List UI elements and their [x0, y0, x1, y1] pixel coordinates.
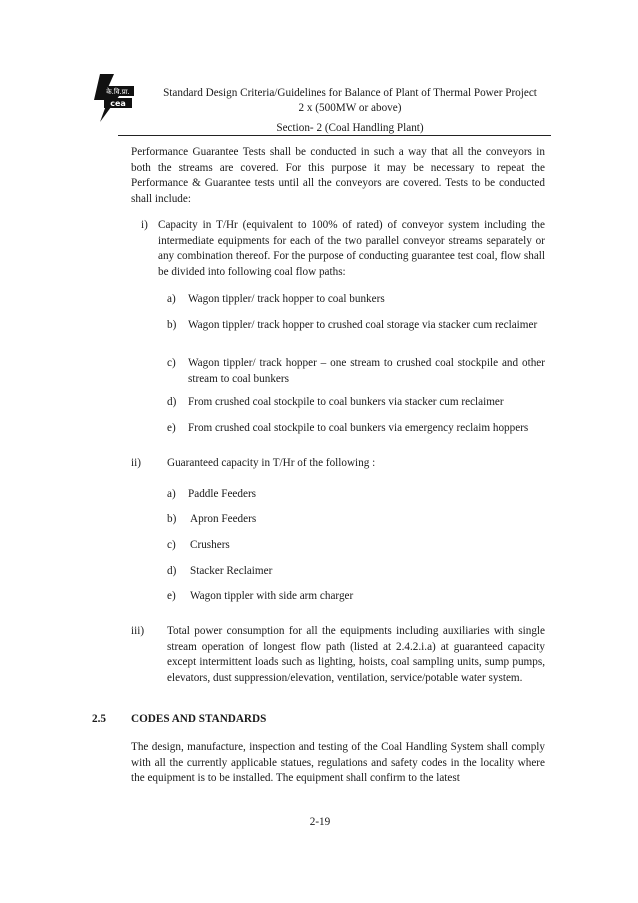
list-item-text: Wagon tippler/ track hopper – one stream to crushed coal stockpile and other stream to coal bunkers [188, 357, 545, 385]
list-item-text: Crushers [190, 539, 230, 551]
list-item-label: e) [167, 422, 176, 434]
item-ii-number: ii) [131, 457, 141, 469]
list-item-text: Wagon tippler with side arm charger [190, 590, 354, 602]
list-item-text: Paddle Feeders [188, 488, 257, 500]
list-item-label: e) [167, 590, 176, 602]
list-item-text: From crushed coal stockpile to coal bunkers via emergency reclaim hoppers [188, 422, 529, 434]
list-item-label: c) [167, 539, 176, 551]
list-item-text: Wagon tippler/ track hopper to coal bunkers [188, 293, 385, 305]
header-divider [118, 135, 551, 136]
list-item-label: a) [167, 293, 176, 305]
page-number: 2-19 [309, 816, 331, 828]
intro-paragraph: Performance Guarantee Tests shall be conducted in such a way that all the conveyors in both the streams are covered. For this purpose it may be necessary to repeat the Performance & Guarantee tests until all the conveyors are covered. Tests to be conducted shall include: [131, 146, 545, 205]
item-iii-text: Total power consumption for all the equipments including auxiliaries with single stream operation of longest flow path (listed at 2.4.2.i.a) at guaranteed capacity except intermittent loads such as lighting, hoists, coal sampling units, sump pumps, elevators, dust suppression/elevation, ventilation, service/potable water system. [167, 625, 545, 684]
list-item-label: c) [167, 357, 176, 369]
item-ii-text: Guaranteed capacity in T/Hr of the following : [167, 457, 376, 469]
list-item-text: Wagon tippler/ track hopper to crushed coal storage via stacker cum reclaimer [188, 319, 538, 331]
header-subtitle: 2 x (500MW or above) [298, 102, 402, 114]
item-i-text: Capacity in T/Hr (equivalent to 100% of rated) of conveyor system including the intermediate equipments for each of the two parallel conveyor streams separately or any combination thereof. For the purpose of conducting guarantee test coal, flow shall be divided into following coal flow paths: [158, 219, 545, 278]
logo-text-bottom: cea [110, 99, 126, 108]
header-title: Standard Design Criteria/Guidelines for Balance of Plant of Thermal Power Project [163, 87, 537, 99]
list-item-text: Apron Feeders [190, 513, 257, 525]
logo-text-top: के.वि.प्रा. [106, 88, 130, 96]
header-section: Section- 2 (Coal Handling Plant) [276, 122, 424, 134]
codes-paragraph: The design, manufacture, inspection and testing of the Coal Handling System shall comply with all the currently applicable statues, regulations and safety codes in the locality where the equipment is to be installed. The equipment shall confirm to the latest [131, 741, 545, 784]
list-item-text: From crushed coal stockpile to coal bunkers via stacker cum reclaimer [188, 396, 504, 408]
section-number: 2.5 [92, 713, 106, 725]
list-item-label: b) [167, 319, 177, 331]
section-title: CODES AND STANDARDS [131, 713, 267, 725]
list-item-label: d) [167, 565, 177, 577]
item-i-number: i) [141, 219, 148, 231]
item-iii-number: iii) [131, 625, 145, 637]
list-item-label: a) [167, 488, 176, 500]
list-item-text: Stacker Reclaimer [190, 565, 273, 577]
list-item-label: d) [167, 396, 177, 408]
cea-logo [92, 72, 138, 124]
list-item-label: b) [167, 513, 177, 525]
